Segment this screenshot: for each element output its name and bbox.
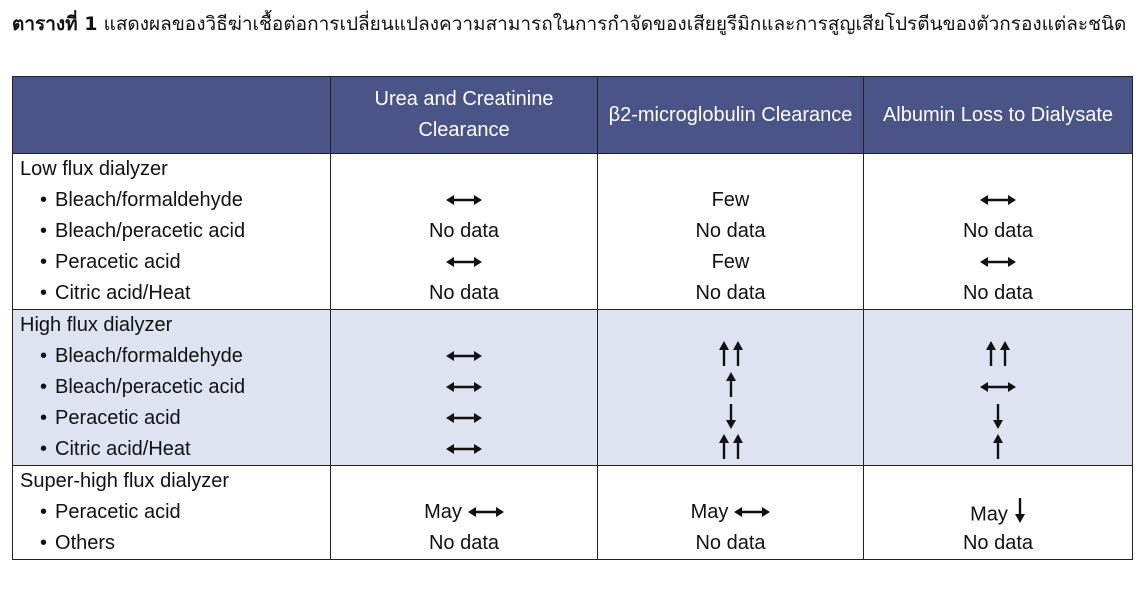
group-title: Low flux dialyzer [20, 158, 168, 180]
method-item [13, 278, 330, 309]
table-caption [12, 6, 1134, 43]
header-row [13, 77, 1133, 154]
method-label: Bleach/peracetic acid [55, 220, 246, 242]
method-item [13, 528, 330, 559]
value-line [864, 185, 1132, 216]
left-right-arrow-icon [980, 372, 1016, 403]
method-cell [13, 154, 331, 310]
bullet-icon: • [40, 282, 48, 304]
left-right-arrow-icon [446, 403, 482, 434]
header-urea-creatinine: Urea and Creatinine Clearance [331, 77, 598, 154]
bullet-icon: • [40, 532, 48, 554]
value-text: May [690, 501, 729, 523]
value-line [598, 341, 863, 372]
method-item [13, 216, 330, 247]
value-line [864, 403, 1132, 434]
value-line [331, 528, 597, 559]
value-text: No data [428, 282, 500, 304]
albumin-cell [864, 310, 1133, 466]
value-text: No data [428, 220, 500, 242]
value-line [864, 434, 1132, 465]
left-right-arrow-icon [446, 434, 482, 465]
b2m-cell [598, 310, 864, 466]
disinfection-table [12, 76, 1133, 560]
header-method [13, 77, 331, 154]
b2m-cell [598, 466, 864, 560]
method-cell [13, 310, 331, 466]
bullet-icon: • [40, 407, 48, 429]
value-line [598, 497, 863, 528]
caption-label: ตารางที่ 1 [12, 13, 98, 35]
value-line [598, 278, 863, 309]
method-item [13, 497, 330, 528]
value-line [864, 278, 1132, 309]
value-line [864, 341, 1132, 372]
bullet-icon: • [40, 376, 48, 398]
bullet-icon: • [40, 251, 48, 273]
method-label: Bleach/formaldehyde [55, 189, 243, 211]
left-right-arrow-icon [446, 341, 482, 372]
value-line [331, 247, 597, 278]
value-line [864, 247, 1132, 278]
value-line [331, 185, 597, 216]
method-label: Peracetic acid [55, 501, 181, 523]
albumin-cell [864, 154, 1133, 310]
value-line [331, 403, 597, 434]
bullet-icon: • [40, 189, 48, 211]
urea-cell [331, 310, 598, 466]
method-label: Citric acid/Heat [55, 282, 191, 304]
method-label: Others [55, 532, 116, 554]
urea-cell [331, 466, 598, 560]
value-line [864, 216, 1132, 247]
albumin-cell [864, 466, 1133, 560]
group-title: Super-high flux dialyzer [20, 470, 229, 492]
header-albumin: Albumin Loss to Dialysate [864, 77, 1133, 154]
method-label: Bleach/peracetic acid [55, 376, 246, 398]
method-cell [13, 466, 331, 560]
bullet-icon: • [40, 345, 48, 367]
value-line [598, 528, 863, 559]
value-text: No data [695, 282, 766, 304]
left-right-arrow-icon [468, 497, 504, 528]
left-right-arrow-icon [446, 185, 482, 216]
value-line [598, 372, 863, 403]
method-item [13, 372, 330, 403]
group-row [13, 310, 1133, 466]
value-line [331, 372, 597, 403]
value-text: No data [962, 282, 1034, 304]
method-item [13, 341, 330, 372]
left-right-arrow-icon [734, 497, 770, 528]
left-right-arrow-icon [980, 247, 1016, 278]
urea-cell [331, 154, 598, 310]
method-label: Peracetic acid [55, 407, 181, 429]
up-arrow-icon [992, 434, 1004, 470]
left-right-arrow-icon [980, 185, 1016, 216]
value-line [864, 497, 1132, 528]
value-line [331, 497, 597, 528]
method-item [13, 403, 330, 434]
value-line [331, 216, 597, 247]
value-text: No data [962, 532, 1034, 554]
value-text: No data [428, 532, 500, 554]
group-row [13, 466, 1133, 560]
left-right-arrow-icon [446, 247, 482, 278]
bullet-icon: • [40, 501, 48, 523]
method-item [13, 185, 330, 216]
value-text: No data [962, 220, 1034, 242]
value-text: No data [695, 532, 766, 554]
value-text: May [970, 503, 1008, 526]
method-item [13, 434, 330, 465]
b2m-cell [598, 154, 864, 310]
left-right-arrow-icon [446, 372, 482, 403]
header-b2m: β2-microglobulin Clearance [598, 77, 864, 154]
value-line [598, 216, 863, 247]
value-line [598, 247, 863, 278]
caption-text: แสดงผลของวิธีฆ่าเชื้อต่อการเปลี่ยนแปลงความสามารถในการกำจัดของเสียยูรีมิกและการสูญเสียโปรตีนของตัวกรองแต่ละชนิด [103, 13, 1127, 35]
value-line [864, 372, 1132, 403]
value-line [864, 528, 1132, 559]
value-text: Few [711, 251, 750, 273]
bullet-icon: • [40, 220, 48, 242]
group-title: High flux dialyzer [20, 314, 173, 336]
bullet-icon: • [40, 438, 48, 460]
double-up-arrow-icon [717, 434, 745, 470]
group-row [13, 154, 1133, 310]
method-label: Peracetic acid [55, 251, 181, 273]
value-line [331, 278, 597, 309]
value-line [598, 403, 863, 434]
value-text: No data [695, 220, 766, 242]
group-high-flux [13, 310, 1133, 466]
value-text: Few [711, 189, 750, 211]
value-line [598, 434, 863, 465]
group-low-flux [13, 154, 1133, 310]
value-line [331, 341, 597, 372]
method-label: Bleach/formaldehyde [55, 345, 243, 367]
method-label: Citric acid/Heat [55, 438, 191, 460]
value-text: May [424, 501, 462, 523]
group-super-high-flux [13, 466, 1133, 560]
value-line [331, 434, 597, 465]
value-line [598, 185, 863, 216]
method-item [13, 247, 330, 278]
